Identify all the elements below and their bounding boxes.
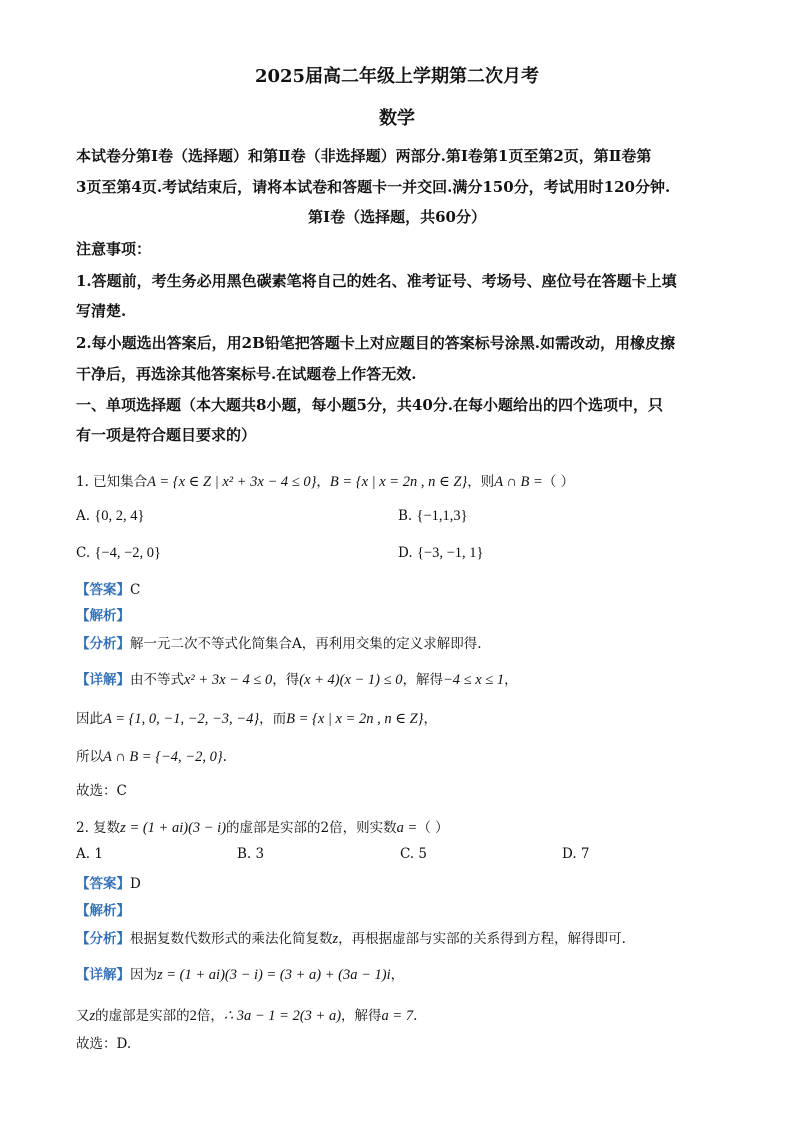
q2-choose: 故选：D. bbox=[76, 1036, 132, 1052]
q1-fenxi bbox=[76, 632, 482, 652]
exam-title: 2025届高二年级上学期第二次月考 bbox=[254, 66, 540, 87]
notice-1-line-2: 写清楚. bbox=[76, 302, 127, 320]
question-2-stem: 2. 复数z = (1 + ai)(3 − i)的虚部是实部的2倍，则实数a =（ ） bbox=[76, 820, 449, 836]
volume-1-heading: 第Ⅰ卷（选择题，共60分） bbox=[308, 208, 486, 226]
subject-title: 数学 bbox=[379, 108, 415, 129]
q1-option-b-value: {−1,1,3} bbox=[416, 508, 468, 524]
q1-detail-line-3: 所以A ∩ B = {−4, −2, 0}. bbox=[76, 749, 227, 765]
q1-fenxi-tag: 【分析】 bbox=[76, 636, 130, 652]
q1-answer bbox=[76, 578, 140, 598]
intro-line-2: 3页至第4页.考试结束后，请将本试卷和答题卡一并交回.满分150分，考试用时120分钟. bbox=[76, 178, 671, 196]
q2-detail-line-1: 【详解】因为z = (1 + ai)(3 − i) = (3 + a) + (3a − 1)i， bbox=[76, 967, 405, 983]
section-1-heading-line-2: 有一项是符合题目要求的） bbox=[76, 426, 257, 444]
q1-option-a: A. {0, 2, 4} bbox=[76, 508, 145, 524]
q2-answer: 【答案】D bbox=[76, 876, 141, 892]
q1-choose: 故选：C bbox=[76, 783, 127, 799]
q1-set-b: B = {x | x = 2n , n ∈ Z} bbox=[329, 474, 468, 490]
q2-option-c: C. 5 bbox=[400, 846, 428, 862]
q1-analysis bbox=[76, 604, 130, 624]
q1-comma: ， bbox=[316, 474, 330, 490]
q1-analysis-tag: 【解析】 bbox=[76, 608, 130, 624]
q2-answer-value: D bbox=[130, 876, 141, 892]
q1-detail-line-1: 【详解】由不等式x² + 3x − 4 ≤ 0，得(x + 4)(x − 1) ≤ 0，解得−4 ≤ x ≤ 1， bbox=[76, 672, 518, 688]
q1-answer-tag: 【答案】 bbox=[76, 582, 130, 598]
q1-detail-tag: 【详解】 bbox=[76, 672, 130, 688]
q1-expr: A ∩ B = bbox=[494, 474, 543, 490]
notice-2-line-2: 干净后，再选涂其他答案标号.在试题卷上作答无效. bbox=[76, 365, 417, 383]
notice-2-line-1: 2.每小题选出答案后，用2B铅笔把答题卡上对应题目的答案标号涂黑.如需改动，用橡皮擦 bbox=[76, 334, 676, 352]
q1-detail-line-2: 因此A = {1, 0, −1, −2, −3, −4}，而B = {x | x = 2n , n ∈ Z}， bbox=[76, 711, 437, 727]
question-1-stem bbox=[76, 470, 574, 491]
q1-answer-value: C bbox=[130, 582, 141, 598]
q1-set-a: A = {x ∈ Z | x² + 3x − 4 ≤ 0} bbox=[147, 474, 317, 490]
q2-option-d: D. 7 bbox=[562, 846, 590, 862]
q1-fenxi-text: 解一元二次不等式化简集合A，再利用交集的定义求解即得. bbox=[130, 636, 482, 652]
q2-z-expr: z = (1 + ai)(3 − i) bbox=[120, 820, 227, 836]
q2-option-b: B. 3 bbox=[237, 846, 265, 862]
q2-detail-line-2: 又z的虚部是实部的2倍，∴ 3a − 1 = 2(3 + a)，解得a = 7. bbox=[76, 1008, 418, 1024]
notice-1-line-1: 1.答题前，考生务必用黑色碳素笔将自己的姓名、准考证号、考场号、座位号在答题卡上填 bbox=[76, 272, 677, 290]
q1-ask: ，则 bbox=[467, 474, 495, 490]
q2-analysis: 【解析】 bbox=[76, 903, 130, 919]
q2-option-a: A. 1 bbox=[76, 846, 103, 862]
q1-option-d-value: {−3, −1, 1} bbox=[416, 545, 484, 561]
intro-line-1: 本试卷分第Ⅰ卷（选择题）和第Ⅱ卷（非选择题）两部分.第Ⅰ卷第1页至第2页，第Ⅱ卷第 bbox=[76, 147, 652, 165]
q1-option-b: B. {−1,1,3} bbox=[398, 508, 468, 524]
q1-paren: （ ） bbox=[542, 474, 575, 490]
q1-option-c: C. {−4, −2, 0} bbox=[76, 545, 161, 561]
section-1-heading-line-1: 一、单项选择题（本大题共8小题，每小题5分，共40分.在每小题给出的四个选项中，只 bbox=[76, 396, 663, 414]
q2-fenxi: 【分析】根据复数代数形式的乘法化简复数z，再根据虚部与实部的关系得到方程，解得即可. bbox=[76, 931, 626, 947]
q1-prefix: 1. 已知集合 bbox=[76, 474, 148, 490]
q1-option-a-value: {0, 2, 4} bbox=[94, 508, 145, 524]
q1-option-d: D. {−3, −1, 1} bbox=[398, 545, 484, 561]
q1-option-c-value: {−4, −2, 0} bbox=[94, 545, 161, 561]
notice-title: 注意事项： bbox=[76, 240, 152, 258]
